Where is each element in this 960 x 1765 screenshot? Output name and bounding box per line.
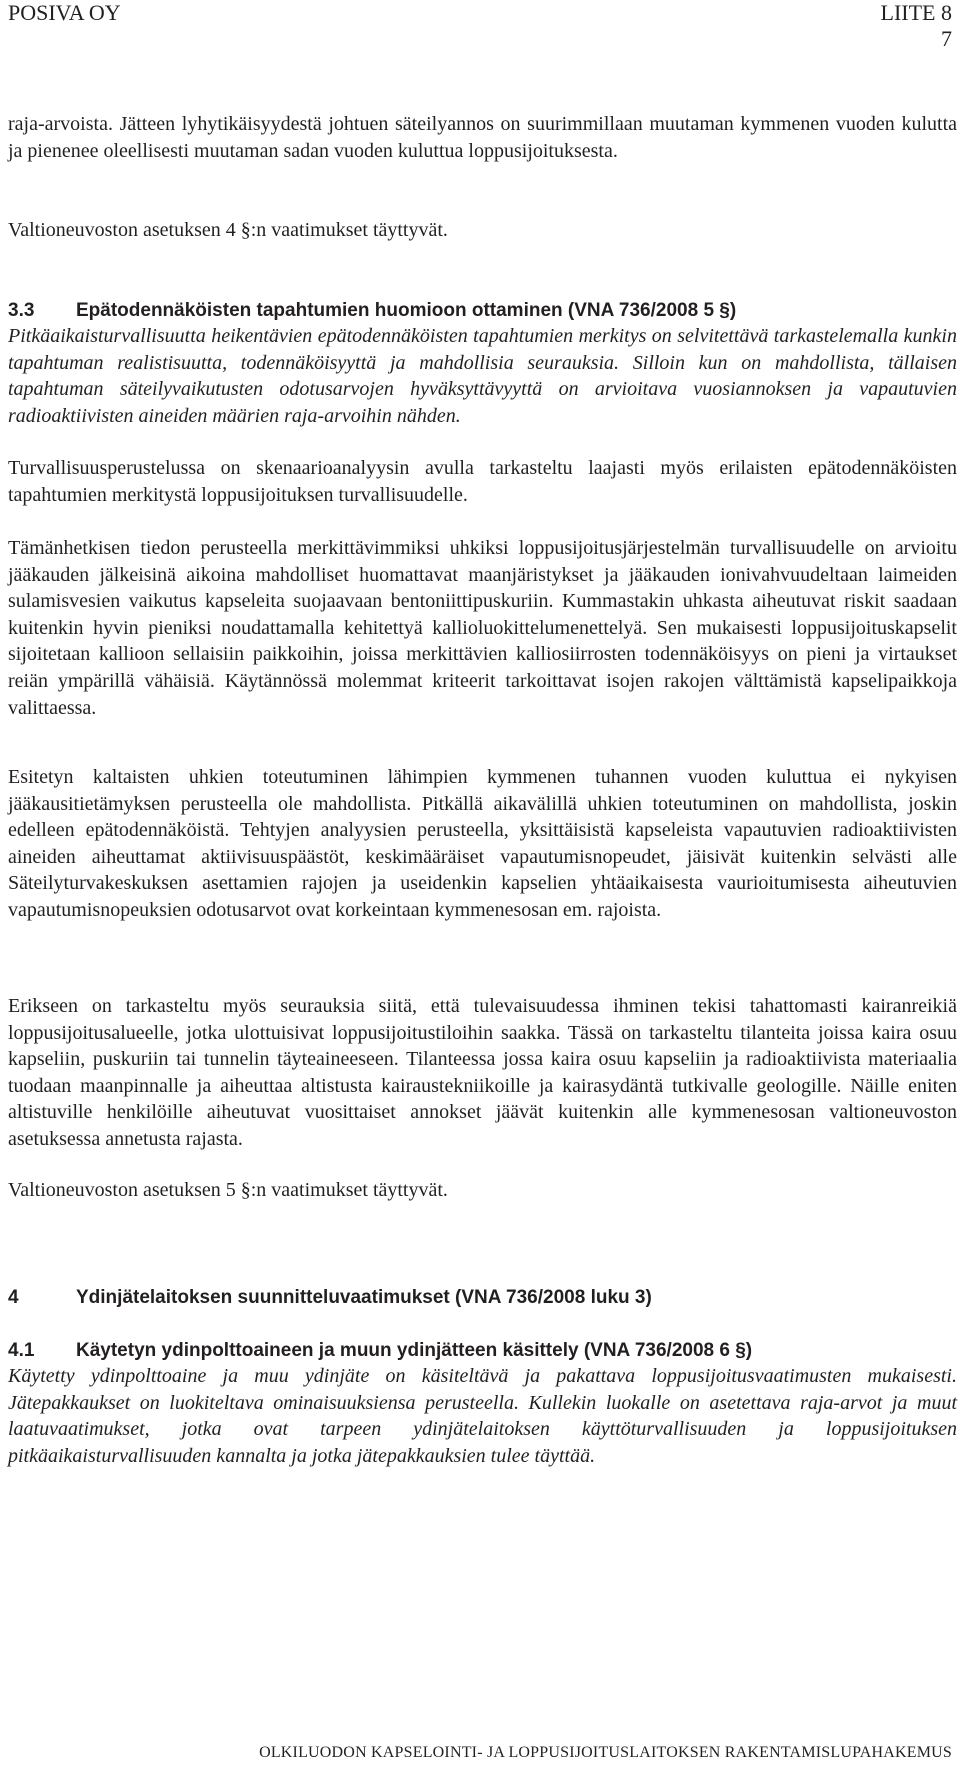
paragraph: Turvallisuusperustelussa on skenaarioanalyysin avulla tarkasteltu laajasti myös erilaisten epätodennäköisten tapahtumien merkitystä loppusijoituksen turvallisuudelle. (8, 457, 957, 506)
section-number: 4 (8, 1287, 19, 1308)
header-appendix: LIITE 8 (880, 0, 952, 25)
section-title: Ydinjätelaitoksen suunnitteluvaatimukset (VNA 736/2008 luku 3) (76, 1287, 652, 1308)
section-number: 3.3 (8, 300, 35, 321)
regulation-quote: Käytetty ydinpolttoaine ja muu ydinjäte on käsiteltävä ja pakattava loppusijoitusvaatimusten mukaisesti. Jätepakkaukset on luokiteltava ominaisuuksiensa perusteella. Kullekin luokalle on asetettava raja-arvot ja muut laatuvaatimukset, jotka ovat tarpeen ydinjätelaitoksen käyttöturvallisuuden ja loppusijoituksen pitkäaikaisturvallisuuden kannalta ja jotka jätepakkauksien tulee täyttää. (8, 1365, 957, 1467)
paragraph: Valtioneuvoston asetuksen 4 §:n vaatimukset täyttyvät. (8, 219, 448, 241)
paragraph: Tämänhetkisen tiedon perusteella merkittävimmiksi uhkiksi loppusijoitusjärjestelmän turvallisuudelle on arvioitu jääkauden jälkeisinä aikoina mahdolliset huomattavat maanjäristykset ja jääkauden ionivahvuudeltaan laimeiden sulamisvesien vaikutus kapseleita suojaavaan bentoniittipuskuriin. Kummastakin uhkasta aiheutuvat riskit saadaan kuitenkin hyvin pieniksi noudattamalla kehitettyä kallioluokittelumenettelyä. Sen mukaisesti loppusijoituskapselit sijoitetaan kallioon sellaisiin paikkoihin, joissa merkittävien kalliosiirrosten todennäköisyys on pieni ja virtaukset reiän ympärillä vähäisiä. Käytännössä molemmat kriteerit tarkoittavat isojen rakojen välttämistä kapselipaikkoja valittaessa. (8, 537, 957, 719)
footer-text: OLKILUODON KAPSELOINTI- JA LOPPUSIJOITUSLAITOKSEN RAKENTAMISLUPAHAKEMUS (259, 1744, 952, 1761)
section-heading-4-1 (8, 1338, 957, 1365)
paragraph: Erikseen on tarkasteltu myös seurauksia siitä, että tulevaisuudessa ihminen tekisi tahattomasti kairanreikiä loppusijoitusalueelle, jotka ulottuisivat loppusijoitustiloihin saakka. Tässä on tarkasteltu tilanteita joissa kaira osuu kapseliin, puskuriin tai tunnelin täyteaineeseen. Tilanteessa jossa kaira osuu kapseliin ja radioaktiivista materiaalia tuodaan maanpinnalle ja aiheuttaa altistusta kairaustekniikoille ja kairasydäntä tutkivalle geologille. Näille eniten altistuville henkilöille aiheutuvat vuosittaiset annokset jäävät kuitenkin alle kymmenesosan valtioneuvoston asetuksessa annetusta rajasta. (8, 995, 957, 1150)
section-heading-4 (8, 1285, 957, 1312)
section-number: 4.1 (8, 1340, 35, 1361)
section-heading-3-3 (8, 298, 957, 325)
paragraph: Esitetyn kaltaisten uhkien toteutuminen lähimpien kymmenen tuhannen vuoden kuluttua ei nykyisen jääkausitietämyksen perusteella ole mahdollista. Pitkällä aikavälillä uhkien toteutuminen on mahdollista, joskin edelleen epätodennäköistä. Tehtyjen analyysien perusteella, yksittäisistä kapseleista vapautuvien radioaktiivisten aineiden aiheuttamat aktiivisuuspäästöt, keskimääräiset vapautumisnopeudet, jäisivät kuitenkin selvästi alle Säteilyturvakeskuksen asettamien rajojen ja useidenkin kapselien yhtäaikaisesta vaurioitumisesta aiheutuvien vapautumisnopeuksien odotusarvot ovat korkeintaan kymmenesosan em. rajoista. (8, 766, 957, 921)
section-title: Epätodennäköisten tapahtumien huomioon ottaminen (VNA 736/2008 5 §) (76, 300, 737, 321)
paragraph: raja-arvoista. Jätteen lyhytikäisyydestä johtuen säteilyannos on suurimmillaan muutaman kymmenen vuoden kulutta ja pienenee oleellisesti muutaman sadan vuoden kuluttua loppusijoituksesta. (8, 113, 957, 162)
paragraph: Valtioneuvoston asetuksen 5 §:n vaatimukset täyttyvät. (8, 1179, 448, 1201)
section-title: Käytetyn ydinpolttoaineen ja muun ydinjätteen käsittely (VNA 736/2008 6 §) (76, 1340, 753, 1361)
header-company: POSIVA OY (8, 0, 121, 25)
header-page-number: 7 (941, 26, 952, 51)
regulation-quote: Pitkäaikaisturvallisuutta heikentävien epätodennäköisten tapahtumien merkitys on selvitettävä tarkastelemalla kunkin tapahtuman realistisuutta, todennäköisyyttä ja mahdollisia seurauksia. Silloin kun on mahdollista, tällaisen tapahtuman säteilyvaikutusten odotusarvojen hyväksyttävyyttä on arvioitava vuosiannoksen ja vapautuvien radioaktiivisten aineiden määrien raja-arvoihin nähden. (8, 325, 957, 427)
